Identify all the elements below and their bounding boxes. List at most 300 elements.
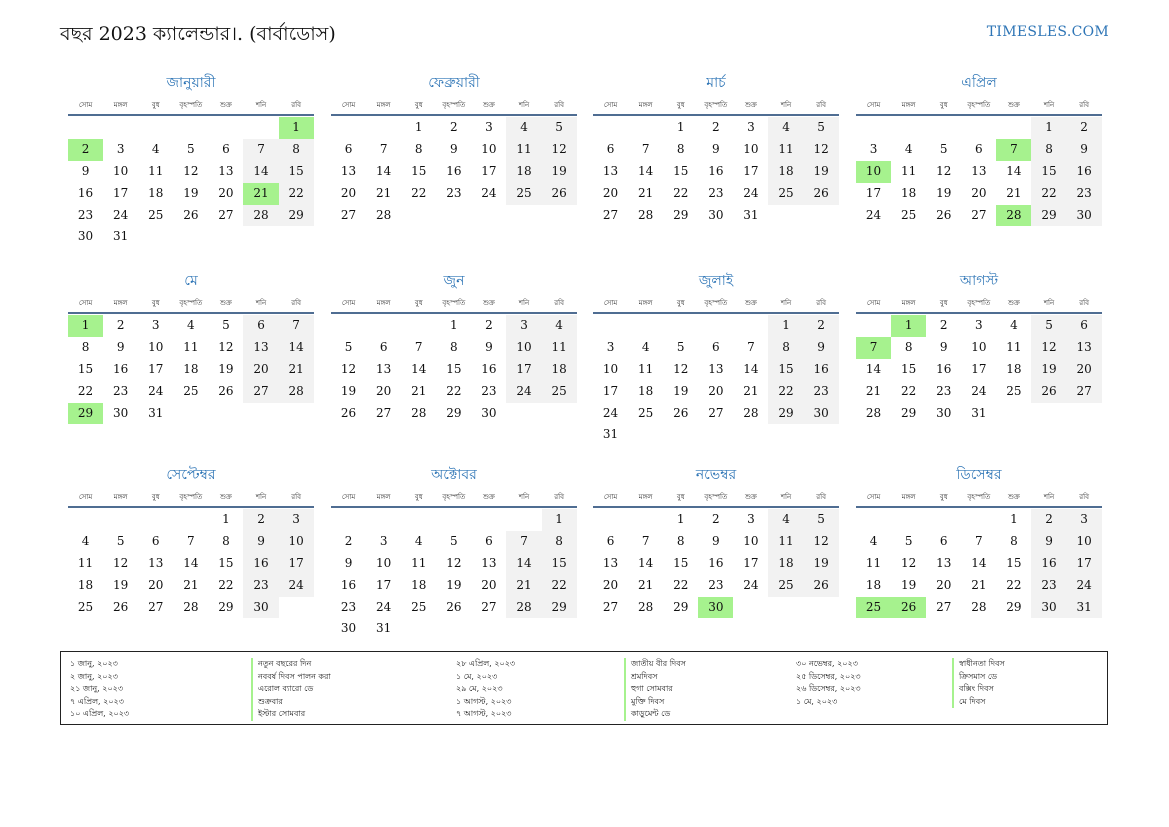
holiday-dates-column-1 (70, 658, 129, 721)
empty-cell (961, 509, 996, 531)
day-cell: 17 (113, 185, 129, 200)
empty-cell (103, 509, 138, 531)
day-cell: 7 (187, 533, 195, 548)
day-cell: 14 (183, 555, 199, 570)
day-cell: 4 (187, 318, 195, 332)
weekday-label: সোম (78, 493, 93, 501)
day-cell: 27 (243, 381, 278, 403)
day-cell: 22 (77, 383, 94, 398)
month-title: মার্চ (706, 75, 726, 91)
day-cell: 29 (446, 405, 462, 420)
day-cell: 22 (411, 185, 427, 200)
holiday-names-column-3 (952, 658, 1005, 708)
day-cell: 4 (151, 141, 160, 156)
day-cell: 27 (376, 405, 392, 420)
day-cell: 16 (1067, 161, 1102, 183)
day-cell: 8 (81, 339, 90, 354)
day-cell: 2 (243, 509, 278, 531)
empty-cell (593, 509, 628, 531)
day-cell: 28 (411, 405, 427, 420)
weekday-label: রবি (291, 101, 301, 109)
day-cell: 2 (485, 318, 493, 332)
day-cell: 10 (376, 555, 392, 570)
weekday-label: সোম (78, 101, 93, 109)
weekday-label: শনি (1043, 493, 1055, 501)
day-cell: 31 (376, 621, 392, 636)
weekday-label: মঙ্গল (638, 493, 653, 501)
day-cell: 8 (222, 533, 230, 548)
day-cell: 25 (1006, 383, 1022, 398)
day-cell: 21 (743, 383, 759, 398)
day-cell: 29 (673, 599, 689, 614)
day-cell: 12 (446, 555, 462, 570)
empty-cell (593, 315, 628, 337)
holiday-date: ২১ জানু, ২০২৩ (70, 684, 124, 693)
weekday-label: শনি (1043, 299, 1055, 307)
day-cell: 15 (1006, 555, 1022, 570)
weekday-label: শুক্র (219, 493, 232, 501)
day-cell: 19 (804, 553, 839, 575)
weekday-label: বৃহস্পতি (442, 493, 466, 501)
day-cell: 17 (481, 163, 497, 178)
day-cell: 27 (218, 207, 234, 222)
day-cell: 26 (1031, 381, 1066, 403)
weekday-header (593, 94, 839, 116)
empty-cell (208, 117, 243, 139)
weekday-label: বৃহস্পতি (967, 101, 991, 109)
day-cell: 17 (743, 163, 759, 178)
day-cell: 26 (340, 405, 357, 420)
empty-cell (856, 315, 891, 337)
weekday-label: রবি (554, 101, 564, 109)
day-cell: 18 (77, 577, 94, 592)
day-cell: 14 (865, 361, 882, 376)
day-cell: 3 (975, 318, 983, 332)
weekday-header (68, 94, 314, 116)
holiday-day-cell: 21 (243, 183, 278, 205)
holiday-day-cell: 25 (856, 597, 891, 619)
holiday-name: শ্রমদিবস (624, 671, 686, 684)
day-cell: 27 (602, 599, 619, 614)
day-cell: 4 (641, 339, 650, 354)
day-cell: 7 (414, 339, 423, 354)
site-link[interactable]: TIMESLES.COM (986, 24, 1109, 40)
day-cell: 30 (804, 403, 839, 425)
day-cell: 21 (279, 359, 314, 381)
month-title: জুলাই (698, 273, 734, 289)
day-cell: 27 (1067, 381, 1102, 403)
weekday-label: শনি (780, 493, 792, 501)
empty-cell (926, 117, 961, 139)
weekday-label: শুক্র (482, 299, 495, 307)
month-2 (331, 72, 577, 226)
day-cell: 19 (901, 577, 917, 592)
day-cell: 5 (222, 318, 230, 332)
day-cell: 28 (243, 205, 278, 227)
day-cell: 2 (939, 318, 948, 332)
holiday-names-column-2 (624, 658, 686, 721)
day-cell: 8 (768, 337, 803, 359)
day-cell: 9 (485, 339, 493, 354)
day-cell: 25 (768, 575, 803, 597)
day-cell: 28 (865, 405, 882, 420)
holiday-date: ১০ এপ্রিল, ২০২৩ (70, 709, 130, 718)
holiday-date: ১ আগস্ট, ২০২৩ (456, 696, 512, 706)
day-cell: 28 (638, 207, 654, 222)
empty-cell (698, 315, 733, 337)
weekday-label: রবি (816, 299, 826, 307)
month-title: মে (184, 273, 198, 289)
day-cell: 1 (1010, 512, 1018, 526)
holiday-dates-column-2 (456, 658, 515, 721)
day-cell: 11 (768, 139, 803, 161)
day-cell: 2 (450, 120, 458, 134)
day-grid (856, 509, 1102, 618)
day-cell: 18 (768, 553, 803, 575)
day-cell: 4 (542, 315, 577, 337)
day-grid (593, 315, 839, 446)
weekday-label: শুক্র (219, 101, 232, 109)
empty-cell (961, 117, 996, 139)
day-cell: 30 (1031, 597, 1066, 619)
day-cell: 11 (148, 163, 164, 178)
weekday-label: শনি (255, 101, 267, 109)
day-cell: 20 (971, 185, 987, 200)
day-cell: 29 (673, 207, 689, 222)
weekday-header (68, 292, 314, 314)
weekday-label: রবি (1079, 299, 1089, 307)
weekday-label: বুধ (151, 493, 160, 501)
day-cell: 28 (376, 207, 392, 222)
day-cell: 3 (747, 120, 755, 134)
day-cell: 6 (606, 141, 615, 156)
month-1 (68, 72, 314, 248)
day-cell: 25 (77, 599, 94, 614)
day-cell: 23 (113, 383, 129, 398)
empty-cell (243, 117, 278, 139)
holiday-day-cell: 28 (996, 205, 1031, 227)
day-cell: 31 (148, 405, 164, 420)
month-5 (68, 270, 314, 424)
day-cell: 5 (1031, 315, 1066, 337)
day-cell: 9 (1067, 139, 1102, 161)
weekday-label: রবি (1079, 101, 1089, 109)
day-cell: 5 (904, 533, 913, 548)
day-cell: 18 (638, 383, 654, 398)
empty-cell (628, 509, 663, 531)
day-cell: 4 (414, 533, 423, 548)
day-cell: 5 (187, 141, 195, 156)
weekday-label: বৃহস্পতি (704, 299, 728, 307)
weekday-header (856, 94, 1102, 116)
day-cell: 15 (542, 553, 577, 575)
day-cell: 24 (865, 207, 882, 222)
day-cell: 15 (673, 555, 689, 570)
day-cell: 10 (1067, 531, 1102, 553)
day-cell: 8 (450, 339, 458, 354)
day-cell: 9 (81, 163, 90, 178)
day-cell: 5 (804, 509, 839, 531)
month-10 (331, 464, 577, 640)
day-cell: 3 (485, 120, 493, 134)
weekday-label: মঙ্গল (901, 299, 916, 307)
weekday-header (856, 486, 1102, 508)
day-cell: 31 (971, 405, 987, 420)
day-cell: 18 (411, 577, 427, 592)
empty-cell (856, 117, 891, 139)
day-cell: 10 (481, 141, 497, 156)
empty-cell (366, 509, 401, 531)
day-cell: 13 (148, 555, 164, 570)
month-6 (331, 270, 577, 424)
weekday-label: সোম (866, 299, 881, 307)
day-cell: 20 (243, 359, 278, 381)
day-cell: 26 (113, 599, 129, 614)
weekday-label: বৃহস্পতি (967, 299, 991, 307)
weekday-label: সোম (341, 101, 356, 109)
month-title: আগস্ট (959, 273, 999, 289)
holiday-day-cell: 1 (279, 117, 314, 139)
day-cell: 24 (602, 405, 619, 420)
day-cell: 24 (506, 381, 541, 403)
day-cell: 1 (542, 509, 577, 531)
day-cell: 26 (542, 183, 577, 205)
day-cell: 19 (936, 185, 952, 200)
day-cell: 14 (411, 361, 427, 376)
holiday-date: ২৬ ডিসেম্বর, ২০২৩ (796, 684, 861, 693)
weekday-label: শনি (255, 299, 267, 307)
day-cell: 23 (1031, 575, 1066, 597)
empty-cell (173, 509, 208, 531)
day-cell: 3 (747, 512, 755, 526)
empty-cell (926, 509, 961, 531)
weekday-label: শনি (518, 493, 530, 501)
day-cell: 23 (804, 381, 839, 403)
holiday-names-column-1 (251, 658, 331, 721)
day-cell: 1 (676, 120, 685, 134)
empty-cell (103, 117, 138, 139)
day-cell: 6 (344, 141, 353, 156)
day-cell: 6 (975, 141, 983, 156)
day-cell: 26 (804, 183, 839, 205)
day-cell: 3 (379, 533, 388, 548)
weekday-label: রবি (816, 493, 826, 501)
day-cell: 20 (708, 383, 724, 398)
day-cell: 4 (904, 141, 913, 156)
day-cell: 13 (1067, 337, 1102, 359)
weekday-label: বুধ (151, 101, 160, 109)
weekday-label: শনি (1043, 101, 1055, 109)
day-cell: 13 (218, 163, 234, 178)
weekday-label: সোম (78, 299, 93, 307)
day-cell: 28 (183, 599, 199, 614)
day-cell: 11 (77, 555, 94, 570)
day-cell: 12 (673, 361, 689, 376)
weekday-label: শুক্র (744, 101, 757, 109)
day-cell: 3 (279, 509, 314, 531)
day-cell: 19 (340, 383, 357, 398)
holiday-date: ২ জানু, ২০২৩ (70, 671, 118, 681)
weekday-label: সোম (866, 493, 881, 501)
day-cell: 13 (971, 163, 987, 178)
day-cell: 7 (379, 141, 388, 156)
weekday-header (593, 292, 839, 314)
month-title: অক্টোবর (431, 467, 477, 483)
day-cell: 20 (148, 577, 164, 592)
day-cell: 7 (641, 533, 650, 548)
weekday-label: শুক্র (1007, 299, 1020, 307)
weekday-label: রবি (816, 101, 826, 109)
day-cell: 31 (743, 207, 759, 222)
holiday-name: শুক্রবার (251, 696, 331, 709)
day-grid (593, 509, 839, 618)
day-cell: 1 (222, 512, 230, 526)
month-title: নভেম্বর (695, 467, 737, 483)
day-cell: 16 (481, 361, 497, 376)
day-cell: 26 (183, 207, 199, 222)
day-cell: 1 (450, 318, 458, 332)
day-grid (68, 315, 314, 424)
day-cell: 18 (183, 361, 199, 376)
month-title: জুন (443, 273, 465, 289)
holiday-name: স্বাধীনতা দিবস (952, 658, 1005, 671)
weekday-header (331, 292, 577, 314)
weekday-label: মঙ্গল (376, 493, 391, 501)
day-cell: 21 (506, 575, 541, 597)
weekday-label: বুধ (414, 493, 423, 501)
weekday-label: সোম (603, 101, 618, 109)
day-cell: 14 (743, 361, 759, 376)
day-cell: 6 (712, 339, 720, 354)
day-cell: 17 (743, 555, 759, 570)
holiday-day-cell: 29 (68, 403, 103, 425)
empty-cell (663, 315, 698, 337)
day-cell: 5 (344, 339, 353, 354)
day-cell: 16 (340, 577, 357, 592)
weekday-label: শুক্র (482, 101, 495, 109)
day-cell: 2 (1067, 117, 1102, 139)
day-cell: 15 (901, 361, 917, 376)
day-cell: 3 (506, 315, 541, 337)
holiday-day-cell: 1 (891, 315, 926, 337)
day-cell: 18 (1006, 361, 1022, 376)
day-cell: 12 (936, 163, 952, 178)
holiday-list (60, 651, 1108, 725)
weekday-label: সোম (866, 101, 881, 109)
day-cell: 28 (638, 599, 654, 614)
day-cell: 1 (414, 120, 423, 134)
day-cell: 21 (865, 383, 882, 398)
day-cell: 22 (1031, 183, 1066, 205)
day-cell: 22 (218, 577, 234, 592)
month-8 (856, 270, 1102, 424)
day-cell: 4 (506, 117, 541, 139)
day-cell: 24 (113, 207, 129, 222)
day-cell: 12 (1031, 337, 1066, 359)
day-cell: 12 (542, 139, 577, 161)
day-cell: 9 (804, 337, 839, 359)
weekday-label: বুধ (414, 299, 423, 307)
holiday-day-cell: 10 (856, 161, 891, 183)
day-cell: 22 (446, 383, 462, 398)
day-cell: 9 (450, 141, 458, 156)
weekday-label: বৃহস্পতি (704, 493, 728, 501)
month-title: এপ্রিল (961, 75, 997, 91)
day-cell: 6 (1067, 315, 1102, 337)
month-title: ফেব্রুয়ারী (428, 75, 480, 91)
day-cell: 19 (542, 161, 577, 183)
day-cell: 8 (676, 533, 685, 548)
day-cell: 27 (708, 405, 724, 420)
day-cell: 21 (1006, 185, 1022, 200)
day-cell: 27 (971, 207, 987, 222)
weekday-header (331, 486, 577, 508)
day-cell: 14 (243, 161, 278, 183)
day-cell: 31 (1067, 597, 1102, 619)
weekday-label: বুধ (676, 493, 685, 501)
empty-cell (366, 315, 401, 337)
weekday-label: বুধ (676, 299, 685, 307)
day-cell: 31 (113, 229, 129, 244)
day-cell: 10 (148, 339, 164, 354)
holiday-day-cell: 7 (996, 139, 1031, 161)
day-cell: 17 (148, 361, 164, 376)
weekday-label: মঙ্গল (113, 101, 128, 109)
day-cell: 3 (116, 141, 125, 156)
weekday-label: বুধ (939, 101, 948, 109)
day-cell: 28 (506, 597, 541, 619)
day-cell: 11 (865, 555, 882, 570)
weekday-label: বুধ (939, 493, 948, 501)
day-cell: 17 (865, 185, 882, 200)
day-grid (68, 509, 314, 618)
weekday-header (593, 486, 839, 508)
day-cell: 30 (113, 405, 129, 420)
holiday-name: বক্সিং দিবস (952, 683, 1005, 696)
day-cell: 6 (485, 533, 493, 548)
day-cell: 28 (279, 381, 314, 403)
day-cell: 4 (768, 117, 803, 139)
day-cell: 12 (183, 163, 199, 178)
day-cell: 12 (804, 531, 839, 553)
day-grid (331, 117, 577, 226)
day-cell: 3 (869, 141, 878, 156)
day-cell: 6 (222, 141, 230, 156)
holiday-day-cell: 30 (698, 597, 733, 619)
empty-cell (593, 117, 628, 139)
weekday-label: বৃহস্পতি (704, 101, 728, 109)
empty-cell (506, 509, 541, 531)
day-cell: 22 (542, 575, 577, 597)
weekday-label: মঙ্গল (901, 101, 916, 109)
weekday-label: শনি (780, 101, 792, 109)
weekday-label: শনি (518, 101, 530, 109)
day-cell: 5 (804, 117, 839, 139)
day-cell: 30 (77, 229, 94, 244)
day-cell: 26 (218, 383, 234, 398)
day-cell: 4 (869, 533, 878, 548)
day-cell: 29 (279, 205, 314, 227)
day-cell: 13 (376, 361, 392, 376)
holiday-name: ক্রিসমাস ডে (952, 671, 1005, 684)
weekday-label: শুক্র (1007, 101, 1020, 109)
weekday-label: শুক্র (1007, 493, 1020, 501)
day-cell: 26 (673, 405, 689, 420)
day-cell: 15 (768, 359, 803, 381)
day-cell: 9 (116, 339, 125, 354)
day-cell: 20 (340, 185, 357, 200)
day-cell: 7 (747, 339, 755, 354)
